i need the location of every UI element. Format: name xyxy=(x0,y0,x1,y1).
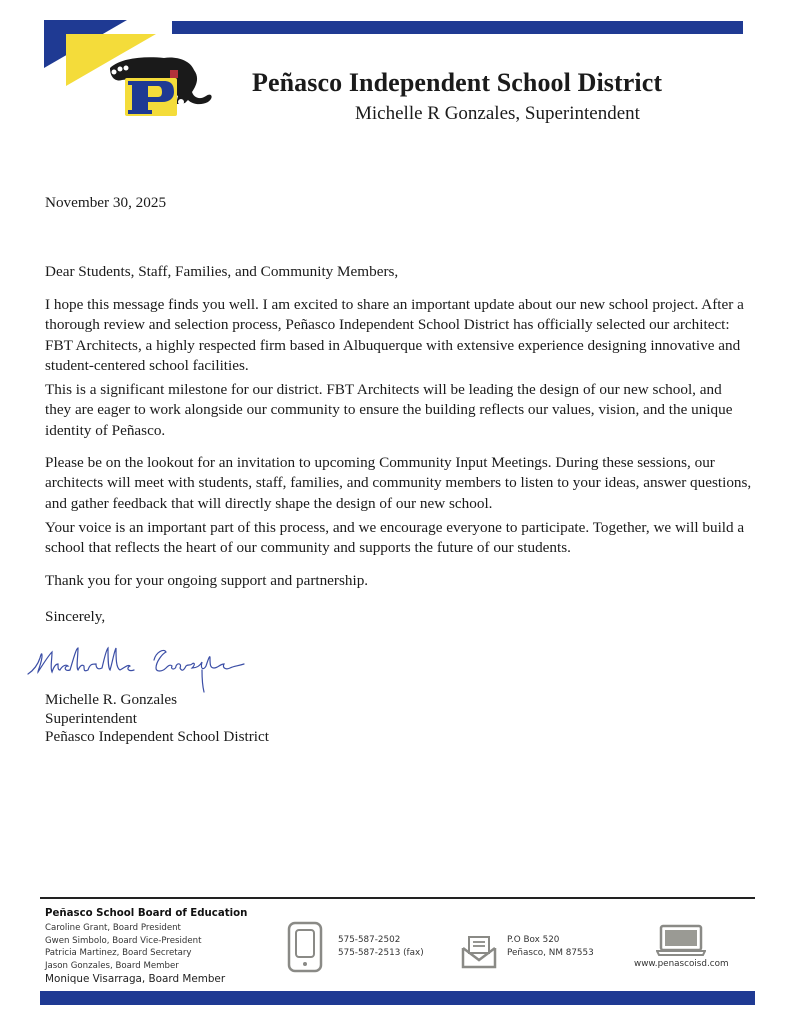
paragraph-line: student-centered school facilities. xyxy=(45,357,249,375)
letter-date: November 30, 2025 xyxy=(45,194,167,211)
contact-address xyxy=(507,934,594,960)
phone-icon xyxy=(287,921,323,973)
board-member-list xyxy=(45,922,225,986)
paragraph-line: architects will meet with students, staff, families, and community members to listen to your ideas, answer questions, xyxy=(45,474,752,492)
laptop-icon xyxy=(656,924,706,956)
paragraph-line: and gather feedback that will directly shape the design of our new school. xyxy=(45,494,493,512)
board-member: Caroline Grant, Board President xyxy=(45,923,181,933)
district-name: Peñasco Independent School District xyxy=(252,68,663,97)
contact-phone xyxy=(338,934,424,960)
paragraph-line: Your voice is an important part of this process, and we encourage everyone to participate. Together, we will build a xyxy=(45,519,745,536)
mail-icon xyxy=(460,934,498,970)
paragraph-line: Thank you for your ongoing support and partnership. xyxy=(45,572,369,589)
letter-closing: Sincerely, xyxy=(45,608,106,625)
signer-organization: Peñasco Independent School District xyxy=(45,728,269,745)
letter-salutation: Dear Students, Staff, Families, and Community Members, xyxy=(45,263,399,280)
paragraph-line: school that reflects the heart of our community and supports the future of our students. xyxy=(45,539,571,557)
paragraph-line: thorough review and selection process, Peñasco Independent School District has officially selected our architect: xyxy=(45,316,730,334)
board-title: Peñasco School Board of Education xyxy=(45,908,248,919)
handwritten-signature xyxy=(24,634,274,696)
address-line-1: P.O Box 520 xyxy=(507,935,560,945)
paragraph-5 xyxy=(45,571,780,591)
paragraph-line: FBT Architects, a highly respected firm based in Albuquerque with extensive experience designing innovative and xyxy=(45,336,741,354)
superintendent-subtitle: Michelle R Gonzales, Superintendent xyxy=(355,103,640,124)
paragraph-line: This is a significant milestone for our district. FBT Architects will be leading the design of our new school, and xyxy=(45,381,722,398)
address-line-2: Peñasco, NM 87553 xyxy=(507,948,594,958)
website-link[interactable]: www.penascoisd.com xyxy=(634,959,729,969)
footer-divider xyxy=(40,897,755,899)
paragraph-1 xyxy=(45,295,780,377)
paragraph-2 xyxy=(45,380,780,441)
district-logo xyxy=(44,20,216,118)
phone-number: 575-587-2502 xyxy=(338,935,401,945)
paragraph-4 xyxy=(45,518,780,559)
paragraph-3 xyxy=(45,453,780,514)
paragraph-line: I hope this message finds you well. I am excited to share an important update about our new school project. After a xyxy=(45,296,744,313)
fax-number: 575-587-2513 (fax) xyxy=(338,948,424,958)
footer-blue-bar xyxy=(40,991,755,1005)
header-blue-bar xyxy=(172,21,743,34)
paragraph-line: identity of Peñasco. xyxy=(45,421,166,439)
board-member: Monique Visarraga, Board Member xyxy=(45,973,226,985)
board-member: Patricia Martinez, Board Secretary xyxy=(45,948,192,958)
board-member: Jason Gonzales, Board Member xyxy=(45,960,179,971)
paragraph-line: Please be on the lookout for an invitation to upcoming Community Input Meetings. During these sessions, our xyxy=(45,454,715,471)
paragraph-line: they are eager to work alongside our community to ensure the building reflects our values, vision, and the unique xyxy=(45,401,733,419)
signer-title: Superintendent xyxy=(45,710,137,727)
board-member: Gwen Simbolo, Board Vice-President xyxy=(45,935,202,946)
signer-name: Michelle R. Gonzales xyxy=(45,691,178,708)
